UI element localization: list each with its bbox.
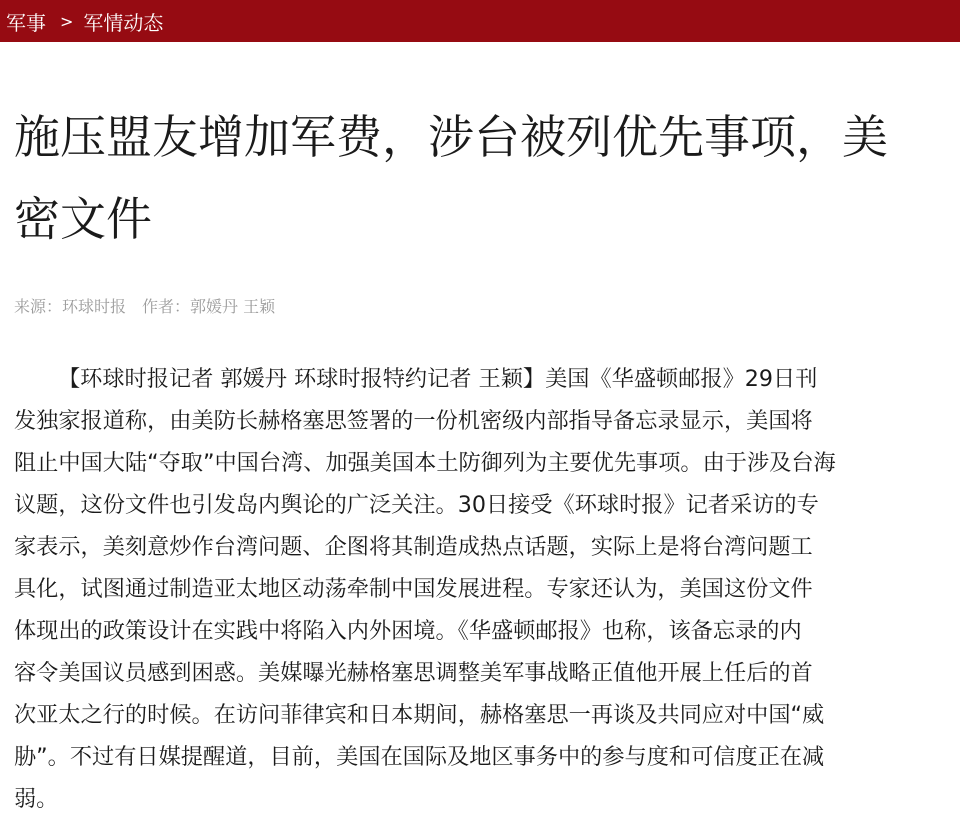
- breadcrumb-separator: >: [60, 11, 74, 31]
- author-label: 作者：: [142, 297, 191, 316]
- body-line: 【环球时报记者 郭媛丹 环球时报特约记者 王颖】美国《华盛顿邮报》29日刊: [58, 366, 818, 392]
- source-name: 环球时报: [62, 297, 127, 316]
- body-line: 次亚太之行的时候。在访问菲律宾和日本期间，赫格塞思一再谈及共同应对中国“威: [14, 702, 825, 728]
- article-body: [14, 358, 934, 820]
- body-line: 弱。: [14, 786, 59, 812]
- body-line: 体现出的政策设计在实践中将陷入内外困境。《华盛顿邮报》也称，该备忘录的内: [14, 618, 802, 644]
- breadcrumb-link-military[interactable]: 军事: [6, 10, 46, 35]
- breadcrumb-link-military-news[interactable]: 军情动态: [83, 10, 164, 35]
- body-line: 胁”。不过有日媒提醒道，目前，美国在国际及地区事务中的参与度和可信度正在减: [14, 744, 825, 770]
- body-line: 容令美国议员感到困惑。美媒曝光赫格塞思调整美军事战略正值他开展上任后的首: [14, 660, 813, 686]
- body-line: 议题，这份文件也引发岛内舆论的广泛关注。30日接受《环球时报》记者采访的专: [14, 492, 819, 518]
- body-line: 阻止中国大陆“夺取”中国台湾、加强美国本土防御列为主要优先事项。由于涉及台海: [14, 450, 836, 476]
- body-line: 发独家报道称，由美防长赫格塞思签署的一份机密级内部指导备忘录显示，美国将: [14, 408, 813, 434]
- body-line: 家表示，美刻意炒作台湾问题、企图将其制造成热点话题，实际上是将台湾问题工: [14, 534, 813, 560]
- article-title-line: 密文件: [14, 192, 152, 246]
- author-name: 郭媛丹 王颖: [190, 297, 276, 316]
- body-line: 具化，试图通过制造亚太地区动荡牵制中国发展进程。专家还认为，美国这份文件: [14, 576, 813, 602]
- source-label: 来源：: [14, 297, 63, 316]
- article-title: [14, 96, 960, 260]
- article-meta: [14, 294, 275, 317]
- article-title-line: 施压盟友增加军费，涉台被列优先事项，美: [14, 110, 888, 164]
- breadcrumb: [0, 0, 960, 42]
